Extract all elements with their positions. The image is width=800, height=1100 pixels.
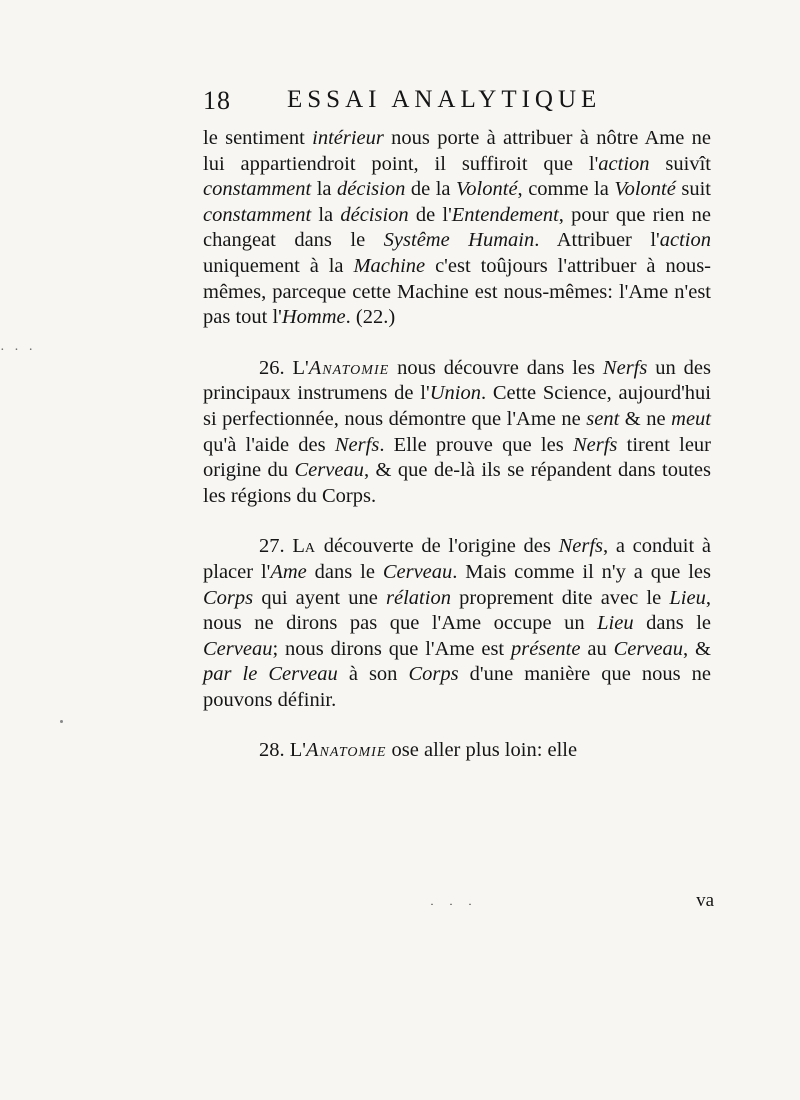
page-number: 18: [203, 86, 231, 115]
margin-speck-marks: · · ·: [0, 343, 36, 358]
paper-speck: [60, 720, 63, 723]
paragraph-28: 28. L'Anatomie ose aller plus loin: elle: [259, 739, 578, 762]
catchword: va: [696, 890, 714, 911]
paragraph-27: 27. La découverte de l'origine des Nerfs, a conduit à placer l'Ame dans le Cerveau. Mais comme il n'y a que les Corps qui ayent une rélation proprement dite avec le Lieu, nous ne dirons pas que l'Ame occupe un Lieu dans le Cerveau; nous dirons que l'Ame est présente au Cerveau, & par le Cerveau à son Corps d'une manière que nous ne pouvons définir.: [203, 535, 711, 711]
page-header: [203, 86, 723, 120]
running-head: ESSAI ANALYTIQUE: [287, 86, 602, 113]
paragraph-26: 26. L'Anatomie nous découvre dans les Nerfs un des principaux instrumens de l'Union. Cette Science, aujourd'hui si perfectionnée, nous démontre que l'Ame ne sent & ne meut qu'à l'aide des Nerfs. Elle prouve que les Nerfs tirent leur origine du Cerveau, & que de-là ils se répandent dans toutes les régions du Corps.: [203, 356, 712, 507]
page-body: [203, 126, 711, 764]
printer-dots: · · ·: [430, 897, 478, 911]
paragraph-continued: le sentiment intérieur nous porte à attribuer à nôtre Ame ne lui appartiendroit point, il suffiroit que l'action suivît constamment la décision de la Volonté, comme la Volonté suit constamment la décision de l'Entendement, pour que rien ne changeat dans le Systême Humain. Attribuer l'action uniquement à la Machine c'est toûjours l'attribuer à nous-mêmes, parceque cette Machine est nous-mêmes: l'Ame n'est pas tout l'Homme. (22.): [203, 127, 711, 329]
